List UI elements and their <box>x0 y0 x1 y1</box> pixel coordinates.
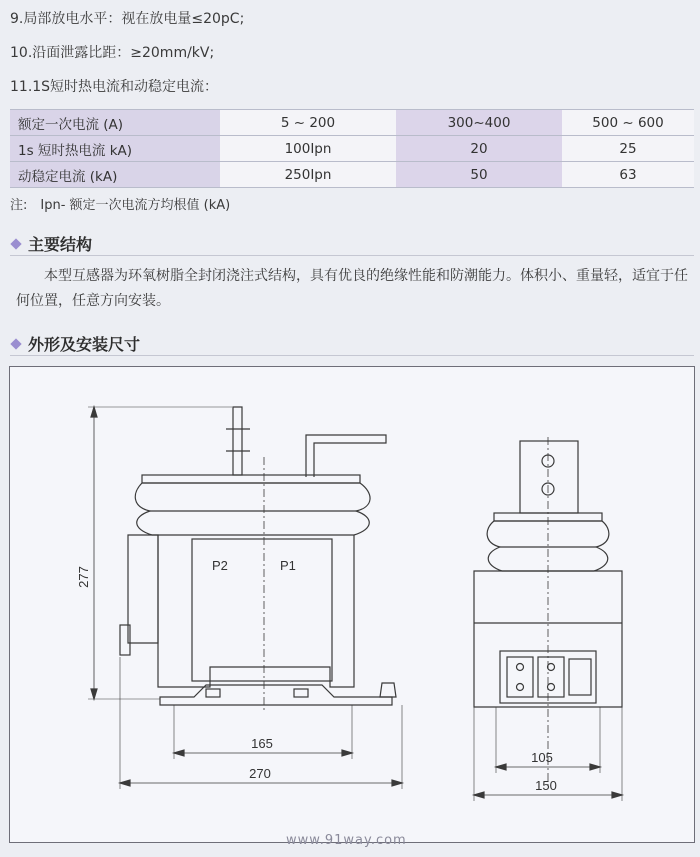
ground-terminal <box>380 683 396 697</box>
section-title-text: 主要结构 <box>28 235 93 254</box>
spec-partial-discharge: 9.局部放电水平：视在放电量≤20pC; <box>10 11 245 27</box>
dimension-arrow <box>392 780 402 786</box>
table-cell: 额定一次电流 (A) <box>10 110 220 136</box>
secondary-lead <box>306 435 386 477</box>
transformer-outline-drawing <box>10 367 694 842</box>
table-cell: 250Ipn <box>220 162 396 188</box>
terminal-label-p2: P2 <box>212 558 228 573</box>
diamond-bullet-icon <box>10 238 21 249</box>
main-body <box>158 535 354 687</box>
diamond-bullet-icon <box>10 338 21 349</box>
dimension-label-165: 165 <box>251 736 273 751</box>
section-title-text: 外形及安装尺寸 <box>28 335 141 354</box>
dimension-arrow <box>474 792 484 798</box>
side-view <box>474 437 622 801</box>
watermark-text: www.91way.com <box>286 833 407 848</box>
table-row <box>10 110 694 136</box>
spec-creepage-distance: 10.沿面泄露比距：≥20mm/kV; <box>10 45 215 61</box>
mount-bolt <box>294 689 308 697</box>
section-divider <box>10 355 694 356</box>
screw-icon <box>548 664 555 671</box>
dimension-arrow <box>342 750 352 756</box>
table-note: 注: Ipn- 额定一次电流方均根值 (kA) <box>10 198 231 213</box>
section-title-structure <box>12 232 92 255</box>
insulator-sheds <box>135 483 370 535</box>
mount-bolt <box>206 689 220 697</box>
structure-description: 本型互感器为环氧树脂全封闭浇注式结构，具有优良的绝缘性能和防潮能力。体积小、重量轻，适宜于任何位置，任意方向安装。 <box>16 268 688 309</box>
section-divider <box>10 255 694 256</box>
dimension-drawing <box>9 366 695 843</box>
dimension-arrow <box>120 780 130 786</box>
current-rating-table <box>10 109 694 188</box>
dimension-arrow <box>590 764 600 770</box>
table-cell: 500 ~ 600 <box>562 110 694 136</box>
table-cell: 动稳定电流 (kA) <box>10 162 220 188</box>
table-cell: 300~400 <box>396 110 562 136</box>
dimension-arrow <box>91 407 97 417</box>
dimension-label-150: 150 <box>535 778 557 793</box>
section-title-dimensions <box>12 332 140 355</box>
dimension-arrow <box>612 792 622 798</box>
top-cap <box>142 475 360 483</box>
screw-icon <box>517 664 524 671</box>
terminal-cover <box>569 659 591 695</box>
table-cell: 63 <box>562 162 694 188</box>
dimension-arrow <box>496 764 506 770</box>
table-cell: 25 <box>562 136 694 162</box>
terminal-plate <box>520 441 578 513</box>
table-row <box>10 162 694 188</box>
front-view <box>76 407 402 789</box>
table-cell: 20 <box>396 136 562 162</box>
base-plate <box>160 685 392 705</box>
dimension-label-height: 277 <box>76 566 91 588</box>
dimension-label-105: 105 <box>531 750 553 765</box>
table-row <box>10 136 694 162</box>
dimension-arrow <box>174 750 184 756</box>
terminal-bar <box>233 407 242 475</box>
screw-icon <box>517 684 524 691</box>
side-housing <box>128 535 158 643</box>
terminal-label-p1: P1 <box>280 558 296 573</box>
table-cell: 50 <box>396 162 562 188</box>
table-cell: 5 ~ 200 <box>220 110 396 136</box>
dimension-arrow <box>91 689 97 699</box>
table-cell: 100Ipn <box>220 136 396 162</box>
dimension-label-270: 270 <box>249 766 271 781</box>
spec-thermal-current-heading: 11.1S短时热电流和动稳定电流： <box>10 79 219 95</box>
screw-icon <box>548 684 555 691</box>
table-cell: 1s 短时热电流 kA) <box>10 136 220 162</box>
